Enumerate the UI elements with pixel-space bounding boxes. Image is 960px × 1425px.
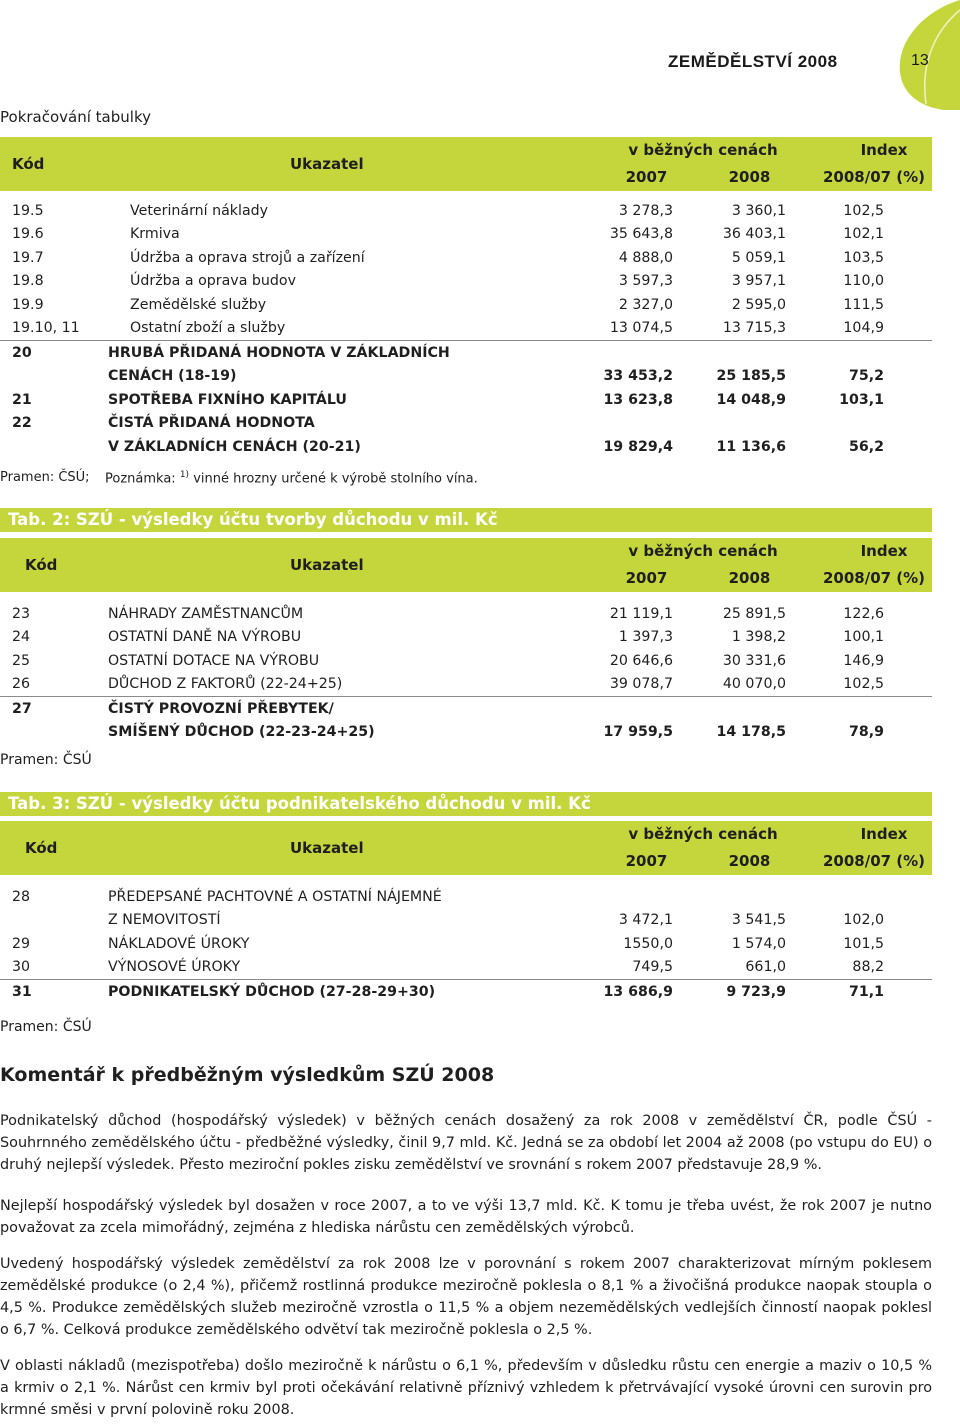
table-3-source: Pramen: ČSÚ [0,1019,92,1035]
table-row [0,270,932,294]
row-code: 19.7 [12,249,44,266]
table-row [0,412,932,436]
table-row [0,649,932,673]
table-row [0,293,932,317]
row-code: 21 [12,391,32,408]
row-code: 31 [0,980,100,1004]
row-index: 102,5 [843,676,885,693]
row-2008: 11 136,6 [716,438,787,455]
row-label: Zemědělské služby [130,296,267,313]
row-index: 78,9 [849,724,885,741]
note-text: vinné hrozny určené k výrobě stolního vína. [193,471,478,487]
note-prefix: Poznámka: [105,471,176,487]
row-label: Údržba a oprava budov [130,273,296,290]
row-2008: 30 331,6 [722,652,787,669]
col-prices-header: v běžných cenách [628,542,778,560]
row-index: 103,1 [839,391,885,408]
row-code: 28 [12,888,31,905]
row-index: 101,5 [843,935,885,952]
row-2008: 5 059,1 [731,249,787,266]
row-index: 103,5 [843,249,885,266]
row-2007: 17 959,5 [603,724,673,741]
row-2008: 3 541,5 [731,912,787,929]
col-index-sub-header: 2008/07 (%) [822,852,926,870]
row-2008: 1 574,0 [731,935,787,952]
row-code: 29 [12,935,31,952]
table-row [0,697,932,721]
row-2007: 13 074,5 [609,320,673,337]
row-index: 104,9 [843,320,885,337]
table-2-source: Pramen: ČSÚ [0,752,92,768]
table-row [0,602,932,626]
row-2008: 9 723,9 [693,980,806,1004]
row-code: 19.10, 11 [12,320,80,337]
col-2007-header: 2007 [625,569,668,587]
row-label: Údržba a oprava strojů a zařízení [130,249,365,266]
row-index: 88,2 [852,959,885,976]
row-2008: 1 398,2 [731,629,787,646]
table-row [0,885,932,909]
row-2007: 749,5 [632,959,673,976]
col-prices-header: v běžných cenách [628,141,778,159]
row-label: Ostatní zboží a služby [130,320,286,337]
comment-heading: Komentář k předběžným výsledkům SZÚ 2008 [0,1064,495,1086]
table-row [0,932,932,956]
row-label: VÝNOSOVÉ ÚROKY [108,959,241,976]
running-header: ZEMĚDĚLSTVÍ 2008 [668,52,838,71]
row-label: OSTATNÍ DOTACE NA VÝROBU [108,652,320,669]
col-prices-header: v běžných cenách [628,825,778,843]
col-2008-header: 2008 [693,163,806,191]
row-2007: 3 278,3 [618,202,673,219]
col-2007-header: 2007 [625,852,668,870]
table-row-cont [0,909,932,933]
row-index: 111,5 [843,296,885,313]
continuation-label: Pokračování tabulky [0,108,151,126]
row-code: 23 [12,605,31,622]
table-row [0,246,932,270]
row-index: 56,2 [849,438,885,455]
row-label: Veterinární náklady [130,202,269,219]
table-row-cont [0,365,932,389]
row-label: OSTATNÍ DANĚ NA VÝROBU [108,629,302,646]
row-code: 19.9 [12,296,44,313]
row-index: 102,0 [843,912,885,929]
row-index: 146,9 [843,652,885,669]
table-1-source: Pramen: ČSÚ; [0,470,90,485]
row-label-cont: V ZÁKLADNÍCH CENÁCH (20-21) [108,438,361,455]
row-label: NÁKLADOVÉ ÚROKY [108,935,250,952]
col-2008-header: 2008 [728,852,771,870]
row-2008: 14 178,5 [716,724,787,741]
comment-paragraph-4: V oblasti nákladů (mezispotřeba) došlo meziročně k nárůstu o 6,1 %, především v důsledku růstu cen energie a maziv o 10,5 % a krmiv o 2,1 %. Nárůst cen krmiv byl proti očekávání relativně příznivý vzhledem k přetrvávající vysoké úrovni cen surovin pro krmné směsi v první polovině roku 2008. [0,1358,932,1418]
row-2007: 39 078,7 [609,676,673,693]
row-label: SPOTŘEBA FIXNÍHO KAPITÁLU [108,391,347,408]
row-index: 102,5 [843,202,885,219]
table-2 [0,538,932,744]
row-label-cont: Z NEMOVITOSTÍ [108,912,221,929]
table-3 [0,821,932,1004]
comment-paragraph-1: Podnikatelský důchod (hospodářský výsledek) v běžných cenách dosažený za rok 2008 v zemědělství ČR, podle ČSÚ - Souhrnného zemědělského účtu - předběžné výsledky, činil 9,7 mld. Kč. Jedná se za období let 2004 až 2008 (po vstupu do EU) o druhý nejlepší výsledek. Přesto meziroční pokles zisku zemědělství ve srovnání s rokem 2007 představuje 28,9 %. [0,1113,932,1173]
row-label: NÁHRADY ZAMĚSTNANCŮM [108,605,304,622]
row-2007: 13 623,8 [603,391,673,408]
table-row [0,956,932,980]
col-code-header: Kód [25,839,58,857]
table-row [0,673,932,697]
row-2007: 20 646,6 [609,652,673,669]
row-index: 71,1 [806,980,932,1004]
row-2008: 13 715,3 [722,320,787,337]
row-label: HRUBÁ PŘIDANÁ HODNOTA V ZÁKLADNÍCH [100,341,560,365]
row-code: 19.8 [12,273,44,290]
row-2007: 4 888,0 [618,249,673,266]
row-2008: 36 403,1 [722,226,787,243]
row-index: 110,0 [843,273,885,290]
row-label: DŮCHOD Z FAKTORŮ (22-24+25) [108,676,343,693]
row-2007: 1550,0 [623,935,673,952]
row-2007: 2 327,0 [618,296,673,313]
row-2007: 3 472,1 [618,912,673,929]
row-code: 26 [12,676,31,693]
table-row [0,388,932,412]
row-2008: 25 185,5 [716,368,787,385]
col-code-header: Kód [12,155,45,173]
table-row-cont [0,435,932,459]
row-2007: 33 453,2 [603,368,673,385]
row-index: 100,1 [843,629,885,646]
note-superscript: 1) [179,470,190,480]
col-code-header: Kód [25,556,58,574]
col-2008-header: 2008 [728,569,771,587]
row-2008: 3 360,1 [731,202,787,219]
row-2007: 35 643,8 [609,226,673,243]
row-label: Krmiva [130,226,180,243]
row-2008: 661,0 [745,959,787,976]
row-code: 25 [12,652,31,669]
row-2008: 3 957,1 [731,273,787,290]
row-2007: 13 686,9 [560,980,693,1004]
row-code: 24 [12,629,31,646]
row-2008: 14 048,9 [716,391,787,408]
row-label: PŘEDEPSANÉ PACHTOVNÉ A OSTATNÍ NÁJEMNÉ [108,888,442,905]
row-code: 19.5 [12,202,44,219]
table-row [0,341,932,365]
col-indicator-header: Ukazatel [290,839,364,857]
row-2007: 1 397,3 [618,629,673,646]
col-index-sub-header: 2008/07 (%) [822,569,926,587]
row-index: 102,1 [843,226,885,243]
table-3-title: Tab. 3: SZÚ - výsledky účtu podnikatelského důchodu v mil. Kč [0,792,932,816]
row-label: PODNIKATELSKÝ DŮCHOD (27-28-29+30) [100,980,560,1004]
comment-paragraph-2: Nejlepší hospodářský výsledek byl dosažen v roce 2007, a to ve výši 13,7 mld. Kč. K tomu je třeba uvést, že rok 2007 je nutno považovat za zcela mimořádný, zejména z hlediska nárůstu cen zemědělských výrobců. [0,1198,932,1236]
table-row [0,980,932,1004]
col-indicator-header: Ukazatel [290,556,364,574]
row-2007: 21 119,1 [609,605,673,622]
table-row [0,223,932,247]
table-row [0,626,932,650]
leaf-decoration [860,0,960,110]
col-indicator-header: Ukazatel [290,155,364,173]
table-row [0,199,932,223]
row-2007: 3 597,3 [618,273,673,290]
table-row-cont [0,721,932,745]
row-code: 19.6 [12,226,44,243]
table-2-title: Tab. 2: SZÚ - výsledky účtu tvorby důchodu v mil. Kč [0,508,932,532]
table-1-note [105,470,478,486]
comment-paragraph-3: Uvedený hospodářský výsledek zemědělství za rok 2008 lze v porovnání s rokem 2007 charakterizovat mírným poklesem zemědělské produkce (o 2,4 %), přičemž rostlinná produkce meziročně poklesla o 8,1 % a živočišná produkce naopak stoupla o 4,5 %. Produkce zemědělských služeb meziročně vzrostla o 11,5 % a objem nezemědělských vedlejších činností naopak poklesl o 6,7 %. Celková produkce zemědělského odvětví tak meziročně poklesla o 2,5 %. [0,1256,932,1338]
page-number: 13 [911,52,929,69]
row-code: 22 [12,415,32,432]
row-label: ČISTÝ PROVOZNÍ PŘEBYTEK/ [100,697,560,721]
row-index: 75,2 [849,368,885,385]
row-code: 20 [0,341,100,365]
col-index-header: Index [860,141,908,159]
col-2007-header: 2007 [560,163,693,191]
row-code: 27 [0,697,100,721]
row-2008: 2 595,0 [731,296,787,313]
row-index: 122,6 [843,605,885,622]
row-2008: 40 070,0 [722,676,787,693]
row-label-cont: CENÁCH (18-19) [108,368,237,385]
col-index-header: Index [860,825,908,843]
col-index-header: Index [860,542,908,560]
row-2008: 25 891,5 [722,605,787,622]
table-1 [0,137,932,459]
row-label-cont: SMÍŠENÝ DŮCHOD (22-23-24+25) [108,724,375,741]
row-label: ČISTÁ PŘIDANÁ HODNOTA [108,415,315,432]
row-code: 30 [12,959,31,976]
table-row [0,317,932,341]
col-index-sub-header: 2008/07 (%) [806,163,932,191]
row-2007: 19 829,4 [603,438,673,455]
